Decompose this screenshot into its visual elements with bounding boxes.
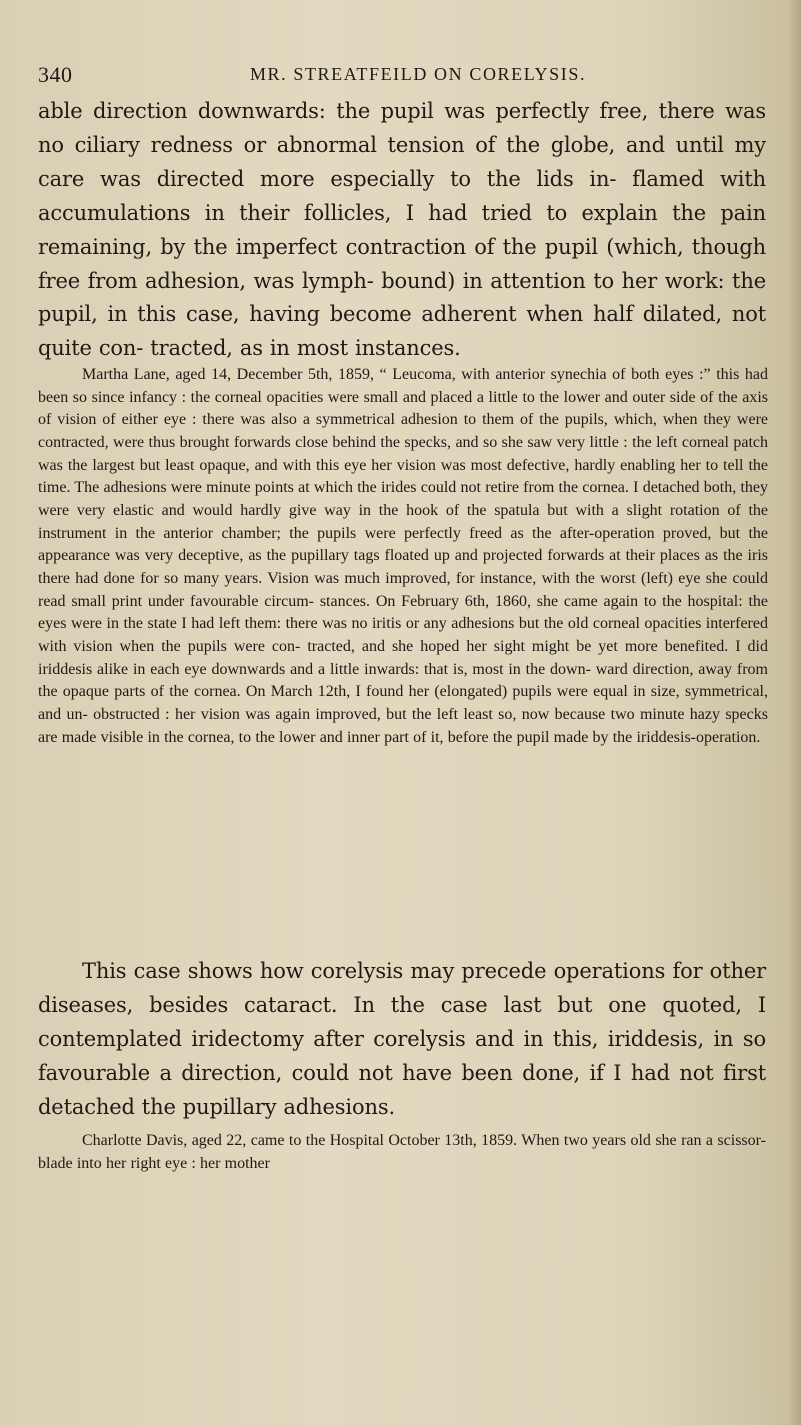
case-paragraph-charlotte-davis: Charlotte Davis, aged 22, came to the Hospital October 13th, 1859. When two years old she ran a scissor-blade into her right eye : her mother (38, 1132, 766, 1172)
running-head: MR. STREATFEILD ON CORELYSIS. (249, 64, 587, 84)
body-paragraph-1: able direction downwards: the pupil was perfectly free, there was no ciliary redness or abnormal tension of the globe, and until my care was directed more especially to the lids in- flamed with accumulations in their follicles, I had tried to explain the pain remaining, by the imperfect contraction of the pupil (which, though free from adhesion, was lymph- bound) in attention to her work: the pupil, in this case, having become adherent when half dilated, not quite con- tracted, as in most instances. (38, 99, 766, 361)
page-number: 340 (38, 62, 73, 87)
case-paragraph-martha-lane: Martha Lane, aged 14, December 5th, 1859, “ Leucoma, with anterior synechia of both eyes :” this had been so since infancy : the corneal opacities were small and placed a little to the lower and outer side of the axis of vision of either eye : there was also a symmetrical adhesion to them of the pupils, which, when they were contracted, were thus brought forwards close behind the specks, and so she saw very little : the left corneal patch was the largest but least opaque, and with this eye her vision was most defective, hardly enabling her to tell the time. The adhesions were minute points at which the irides could not retire from the cornea. I detached both, they were very elastic and would hardly give way in the hook of the spatula but with a slight rotation of the instrument in the anterior chamber; the pupils were perfectly freed as the after-operation proved, but the appearance was very deceptive, as the pupillary tags floated up and projected forwards at their places as the iris there had done for so many years. Vision was much improved, for instance, with the worst (left) eye she could read small print under favourable circum- stances. On February 6th, 1860, she came again to the hospital: the eyes were in the state I had left them: there was no iritis or any adhesions but the old corneal opacities interfered with vision when the pupils were con- tracted, and she hoped her sight might be yet more benefited. I did iriddesis alike in each eye downwards and a little inwards: that is, most in the down- ward direction, away from the opaque parts of the cornea. On March 12th, I found her (elongated) pupils were equal in size, symmetrical, and un- obstructed : her vision was again improved, but the left least so, now because two minute hazy specks are made visible in the cornea, to the lower and inner part of it, before the pupil made by the iriddesis-operation. (38, 366, 768, 746)
page-header (38, 62, 768, 92)
page-edge-shadow (787, 0, 801, 1425)
body-paragraph-2: This case shows how corelysis may precede operations for other diseases, besides cataract. In the case last but one quoted, I contemplated iridectomy after corelysis and in this, iriddesis, in so favourable a direction, could not have been done, if I had not first detached the pupillary adhesions. (38, 959, 766, 1119)
